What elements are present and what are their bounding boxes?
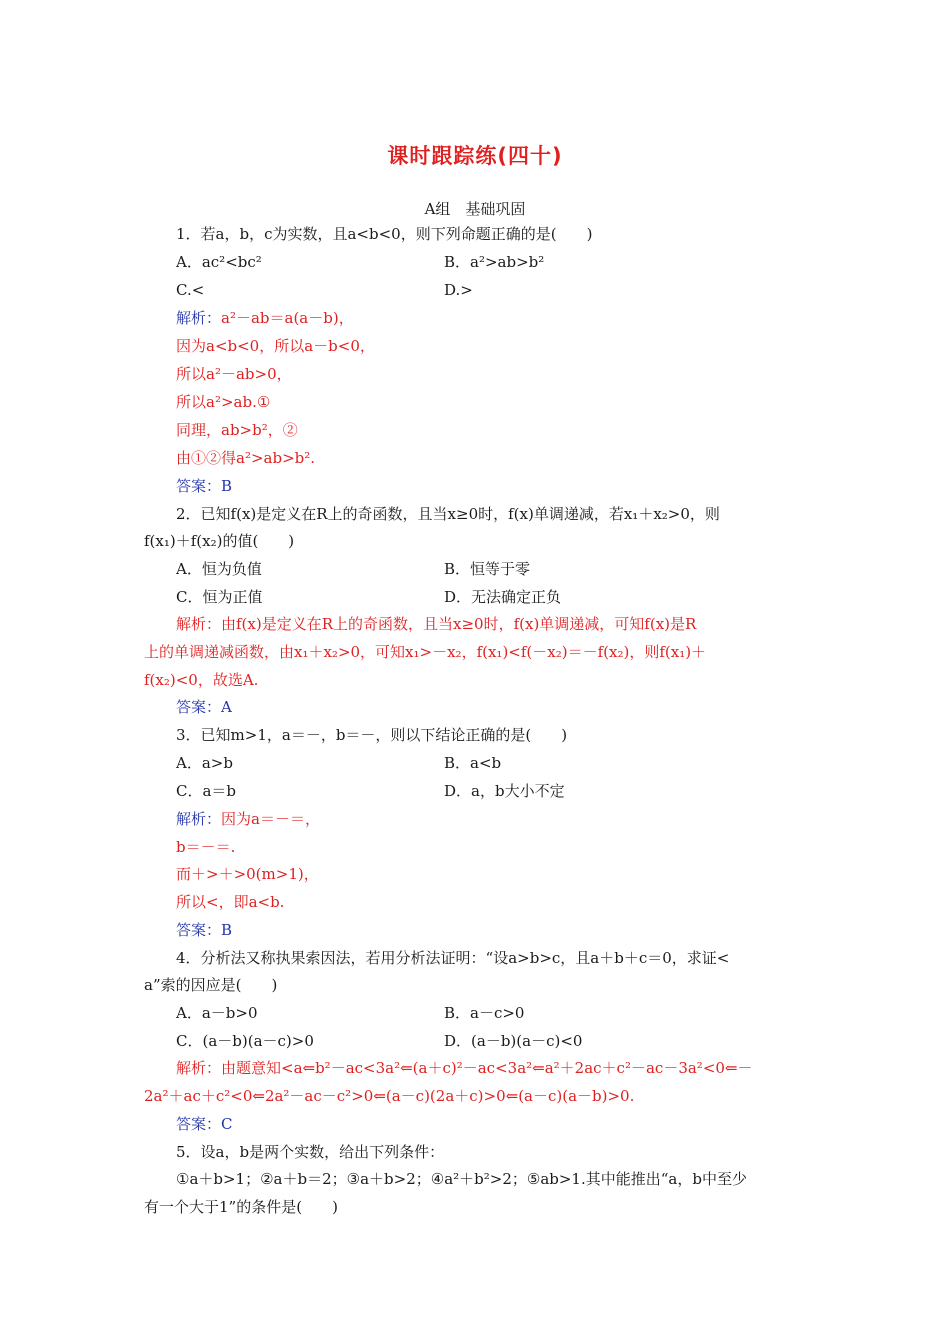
q1-option-a: A．ac²<bc² xyxy=(176,253,262,271)
q1-solution-line: 所以a²－ab>0， xyxy=(176,365,292,383)
q1-solution-text: a²－ab＝a(a－b)， xyxy=(221,309,354,327)
solution-label: 解析： xyxy=(176,810,222,828)
q2-solution-line3: f(x₂)<0，故选A. xyxy=(144,671,259,689)
q1-solution-line: 由①②得a²>ab>b². xyxy=(176,449,316,467)
q3-answer: 答案：B xyxy=(176,921,233,939)
q3-stem: 3．已知m>1，a＝－，b＝－，则以下结论正确的是( ) xyxy=(176,726,568,744)
q3-solution-line xyxy=(176,809,320,829)
q2-stem-line1: 2．已知f(x)是定义在R上的奇函数，且当x≥0时，f(x)单调递减，若x₁＋x₂>0，则 xyxy=(176,505,720,523)
q4-option-d: D．(a－b)(a－c)<0 xyxy=(444,1032,583,1050)
q2-answer: 答案：A xyxy=(176,698,232,716)
q1-solution-line: 同理，ab>b²，② xyxy=(176,421,298,439)
page-title: 课时跟踪练(四十) xyxy=(387,144,563,168)
q2-option-c: C．恒为正值 xyxy=(176,588,263,606)
q4-answer: 答案：C xyxy=(176,1115,233,1133)
q3-option-b: B．a<b xyxy=(444,754,502,772)
q4-solution-line1: 解析：由题意知<a⇐b²－ac<3a²⇐(a＋c)²－ac<3a²⇐a²＋2ac＋c²－ac－3a²<0⇐－ xyxy=(176,1059,753,1077)
q2-solution-line1: 解析：由f(x)是定义在R上的奇函数，且当x≥0时，f(x)单调递减，可知f(x)是R xyxy=(176,615,697,633)
q3-option-d: D．a，b大小不定 xyxy=(444,782,565,800)
q2-option-a: A．恒为负值 xyxy=(176,560,262,578)
solution-label: 解析： xyxy=(176,309,222,327)
q3-option-c: C．a＝b xyxy=(176,782,237,800)
q1-solution-line: 所以a²>ab.① xyxy=(176,393,271,411)
q1-option-c: C.< xyxy=(176,281,205,299)
q4-stem-line1: 4．分析法又称执果索因法，若用分析法证明：“设a>b>c，且a＋b＋c＝0，求证< xyxy=(176,949,730,967)
q1-answer: 答案：B xyxy=(176,477,233,495)
q2-solution-line2: 上的单调递减函数，由x₁＋x₂>0，可知x₁>－x₂，f(x₁)<f(－x₂)＝－f(x₂)，则f(x₁)＋ xyxy=(144,643,707,661)
q2-stem-line2: f(x₁)＋f(x₂)的值( ) xyxy=(144,532,295,550)
q4-option-c: C．(a－b)(a－c)>0 xyxy=(176,1032,314,1050)
q2-option-b: B．恒等于零 xyxy=(444,560,531,578)
q4-stem-line2: a”索的因应是( ) xyxy=(144,976,278,994)
q3-option-a: A．a>b xyxy=(176,754,233,772)
q1-solution-line xyxy=(176,308,354,328)
q1-solution-line: 因为a<b<0，所以a－b<0， xyxy=(176,337,375,355)
q1-option-b: B．a²>ab>b² xyxy=(444,253,545,271)
q2-option-d: D．无法确定正负 xyxy=(444,588,562,606)
q1-option-d: D.> xyxy=(444,281,473,299)
q4-option-a: A．a－b>0 xyxy=(176,1004,258,1022)
q1-stem: 1．若a，b，c为实数，且a<b<0，则下列命题正确的是( ) xyxy=(176,225,593,243)
q4-solution-line2: 2a²＋ac＋c²<0⇐2a²－ac－c²>0⇐(a－c)(2a＋c)>0⇐(a－c)(a－b)>0. xyxy=(144,1087,635,1105)
q3-solution-line: b＝－＝. xyxy=(176,838,236,856)
q5-conditions-line2: 有一个大于1”的条件是( ) xyxy=(144,1198,338,1216)
q3-solution-line: 所以<，即a<b. xyxy=(176,893,285,911)
q3-solution-line: 而＋>＋>0(m>1)， xyxy=(176,865,319,883)
q3-solution-text: 因为a＝－＝， xyxy=(221,810,320,828)
q4-option-b: B．a－c>0 xyxy=(444,1004,525,1022)
q5-stem: 5．设a，b是两个实数，给出下列条件： xyxy=(176,1143,445,1161)
q5-conditions-line1: ①a＋b>1；②a＋b＝2；③a＋b>2；④a²＋b²>2；⑤ab>1.其中能推出“a，b中至少 xyxy=(176,1170,747,1188)
section-heading: A组 基础巩固 xyxy=(424,200,526,218)
